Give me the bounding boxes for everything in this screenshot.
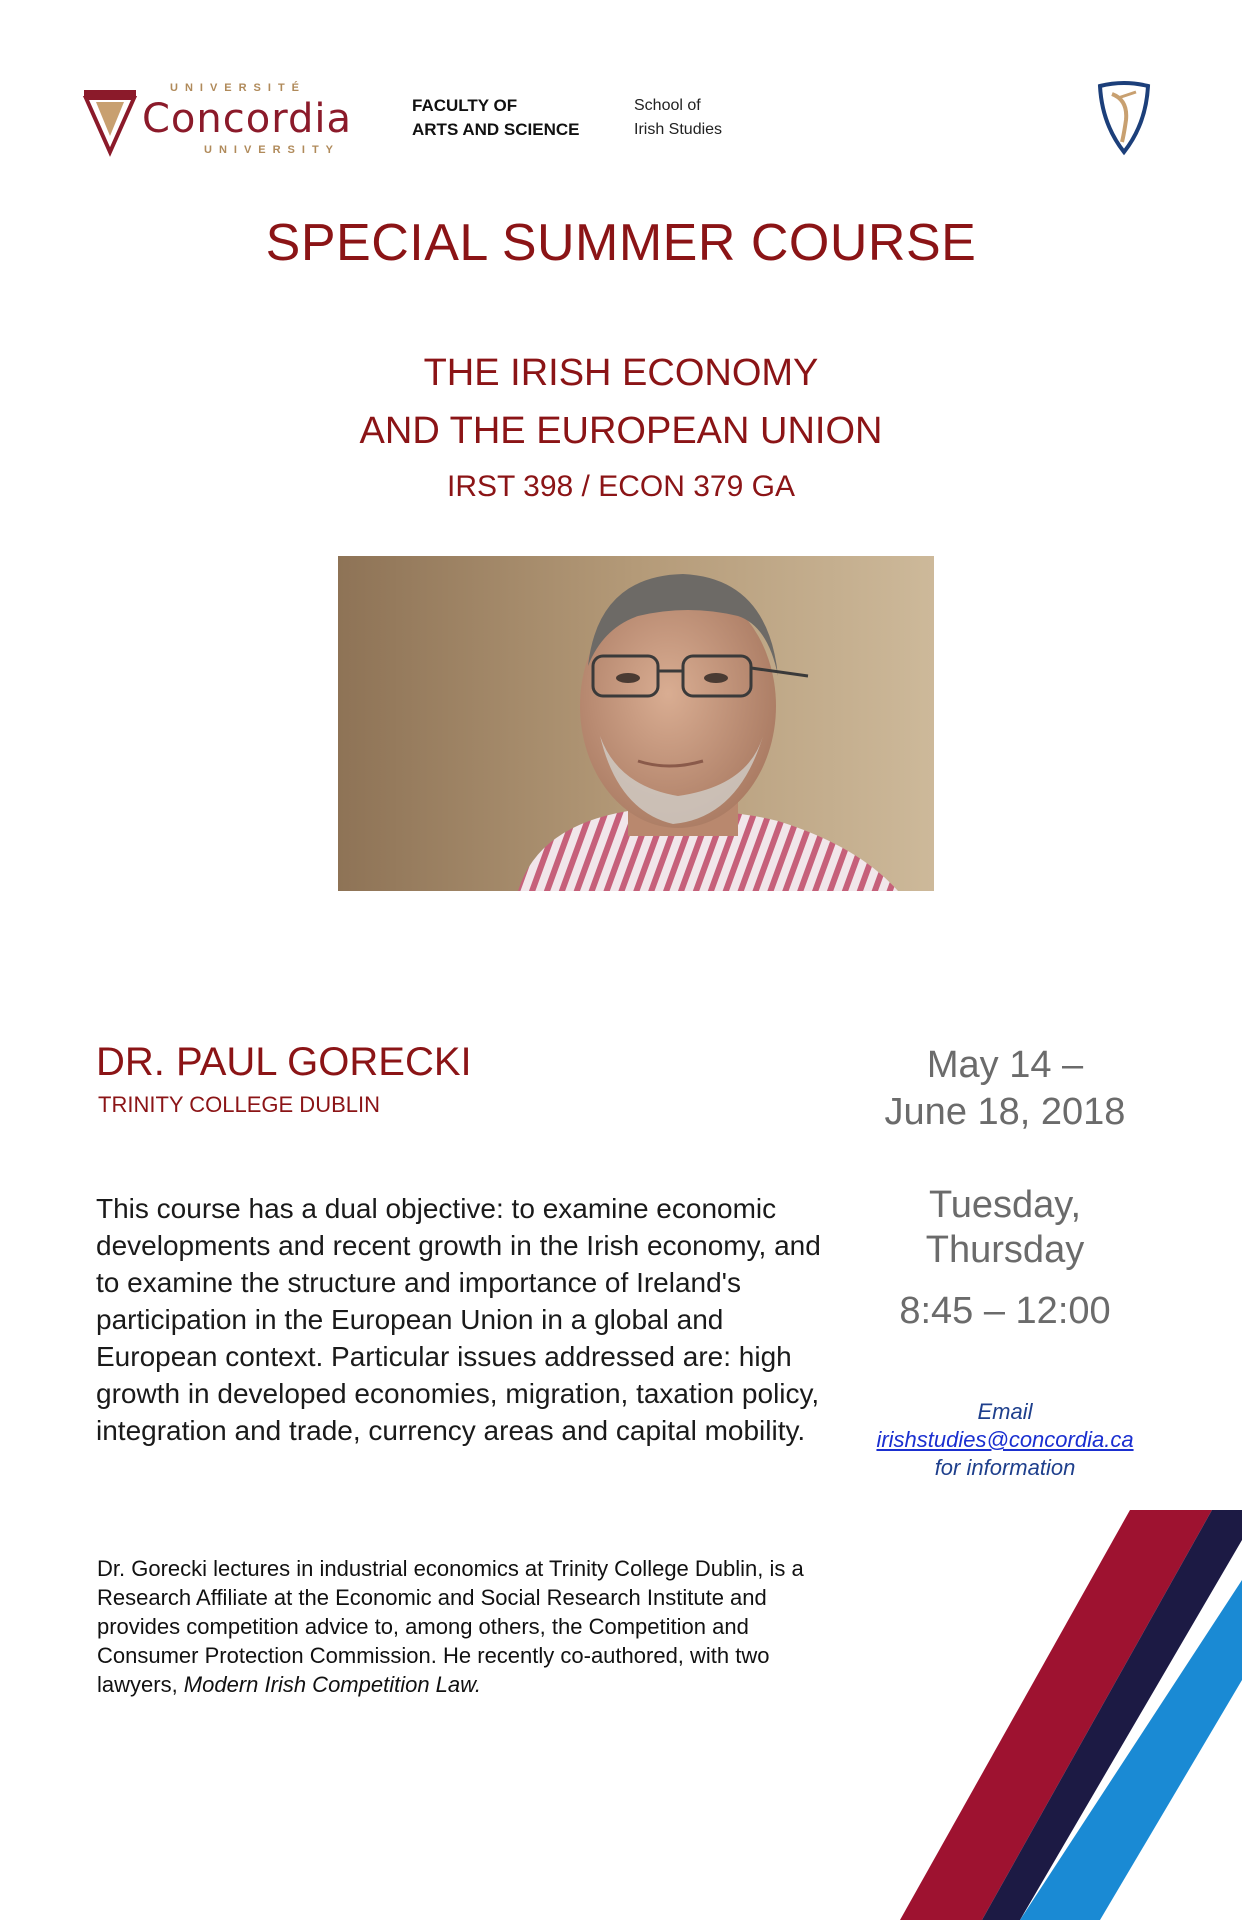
- page-title: SPECIAL SUMMER COURSE: [265, 214, 977, 272]
- course-title-line-1: THE IRISH ECONOMY: [423, 352, 819, 394]
- dates-line-2: June 18, 2018: [884, 1091, 1126, 1133]
- course-title: [0, 344, 1242, 460]
- contact-suffix: for information: [934, 1455, 1076, 1480]
- school-line-1: School of: [634, 97, 701, 114]
- faculty-name: [412, 94, 580, 142]
- course-days: [870, 1183, 1140, 1273]
- logo-top-text: UNIVERSITÉ: [170, 82, 307, 94]
- faculty-line-2: ARTS AND SCIENCE: [412, 120, 580, 139]
- logo-wordmark: Concordia: [142, 96, 352, 142]
- faculty-line-1: FACULTY OF: [412, 96, 518, 115]
- course-code: IRST 398 / ECON 379 GA: [447, 470, 795, 503]
- instructor-bio: [97, 1554, 817, 1699]
- instructor-name: DR. PAUL GORECKI: [96, 1040, 472, 1084]
- course-description: This course has a dual objective: to examine economic developments and recent growth in the Irish economy, and to examine the structure and importance of Ireland's participation in the European Union in a global and European context. Particular issues addressed are: high growth in developed economies, migration, taxation policy, integration and trade, currency areas and capital mobility.: [96, 1193, 821, 1446]
- dates-line-1: May 14 –: [926, 1044, 1084, 1086]
- course-title-line-2: AND THE EUROPEAN UNION: [359, 410, 883, 452]
- contact-info: [840, 1398, 1170, 1482]
- decorative-stripes: [900, 1510, 1242, 1920]
- school-name: [634, 94, 722, 142]
- days-line-1: Tuesday,: [928, 1184, 1082, 1226]
- instructor-photo: [338, 556, 934, 891]
- email-link[interactable]: irishstudies@concordia.ca: [876, 1427, 1134, 1452]
- school-line-2: Irish Studies: [634, 121, 723, 138]
- instructor-affiliation: TRINITY COLLEGE DUBLIN: [98, 1092, 380, 1117]
- bio-book-title: Modern Irish Competition Law.: [183, 1672, 481, 1697]
- bio-text: Dr. Gorecki lectures in industrial economics at Trinity College Dublin, is a Research Affiliate at the Economic and Social Research Institute and provides competition advice to, among others, the Competition and Consumer Protection Commission. He recently co-authored, with two lawyers,: [97, 1556, 804, 1697]
- logo-bottom-text: UNIVERSITY: [204, 144, 341, 156]
- concordia-crest-icon: [82, 86, 138, 158]
- concordia-logo: [82, 82, 382, 158]
- school-shield-icon: [1096, 80, 1152, 156]
- course-time: 8:45 – 12:00: [899, 1290, 1111, 1332]
- contact-label: Email: [977, 1399, 1033, 1424]
- course-dates: [870, 1042, 1140, 1136]
- days-line-2: Thursday: [925, 1229, 1085, 1271]
